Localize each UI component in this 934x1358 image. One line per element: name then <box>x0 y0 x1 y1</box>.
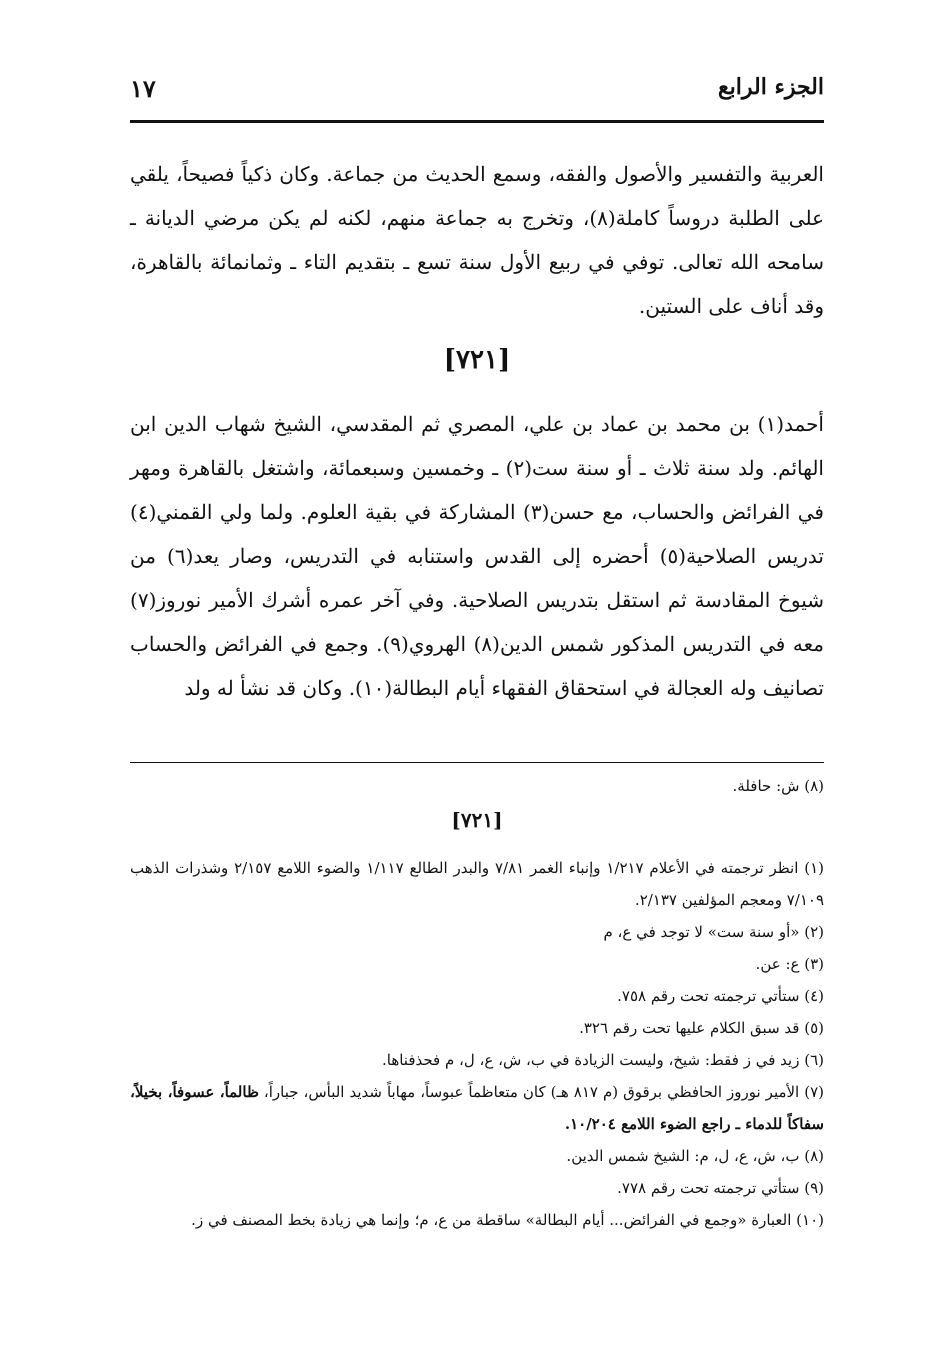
footnote: (٩) ستأتي ترجمته تحت رقم ٧٧٨. <box>617 1179 824 1197</box>
footnote-7 <box>130 1076 824 1140</box>
page-number: ١٧ <box>130 74 156 103</box>
footnote: (٢) «أو سنة ست» لا توجد في ع، م <box>603 923 824 941</box>
footnotes-entry-number: [٧٢١] <box>451 808 503 832</box>
header-rule <box>130 120 824 123</box>
footnote: (٤) ستأتي ترجمته تحت رقم ٧٥٨. <box>617 987 824 1005</box>
footnote-7-plain: (٧) الأمير نوروز الحافظي برقوق (م ٨١٧ هـ) كان متعاظماً عبوساً، مهاباً شديد البأس، جباراً، <box>258 1083 824 1101</box>
continuation-text: العربية والتفسير والأصول والفقه، وسمع الحديث من جماعة. وكان ذكياً فصيحاً، يلقي على الطلبة دروساً كاملة(٨)، وتخرج به جماعة منهم، لكنه لم يكن مرضي الديانة ـ سامحه الله تعالى. توفي في ربيع الأول سنة تسع ـ بتقديم التاء ـ وثمانمائة بالقاهرة، وقد أناف على الستين. <box>130 162 825 318</box>
footnote: (٥) قد سبق الكلام عليها تحت رقم ٣٢٦. <box>579 1019 824 1037</box>
footnote: (٨) ش: حافلة. <box>732 777 824 795</box>
footnote: (٨) ب، ش، ع، ل، م: الشيخ شمس الدين. <box>566 1147 824 1165</box>
footnote: (١) انظر ترجمته في الأعلام ١/٢١٧ وإنباء الغمر ٧/٨١ والبدر الطالع ١/١١٧ والضوء اللامع ٢/١٥٧ وشذرات الذهب ٧/١٠٩ ومعجم المؤلفين ٢/١٣٧. <box>130 859 824 909</box>
footnotes-list <box>130 852 824 1236</box>
footnotes-rule <box>130 762 824 763</box>
footnotes-previous-entry <box>130 770 824 802</box>
footnote: (٣) ع: عن. <box>755 955 824 973</box>
entry-number: [٧٢١] <box>443 345 511 375</box>
footnote: (٦) زيد في ز فقط: شيخ، وليست الزيادة في ب، ش، ع، ل، م فحذفناها. <box>381 1051 824 1069</box>
page-header <box>130 70 824 110</box>
biography-paragraph <box>130 402 824 710</box>
running-title: الجزء الرابع <box>717 74 824 100</box>
continuation-paragraph <box>130 152 824 328</box>
biography-text: أحمد(١) بن محمد بن عماد بن علي، المصري ثم المقدسي، الشيخ شهاب الدين ابن الهائم. ولد سنة ثلاث ـ أو سنة ست(٢) ـ وخمسين وسبعمائة، واشتغل بالقاهرة ومهر في الفرائض والحساب، مع حسن(٣) المشاركة في بقية العلوم. ولما ولي القمني(٤) تدريس الصلاحية(٥) أحضره إلى القدس واستنابه في التدريس، وصار يعد(٦) من شيوخ المقادسة ثم استقل بتدريس الصلاحية. وفي آخر عمره أشرك الأمير نوروز(٧) معه في التدريس المذكور شمس الدين(٨) الهروي(٩). وجمع في الفرائض والحساب تصانيف وله العجالة في استحقاق الفقهاء أيام البطالة(١٠). وكان قد نشأ له ولد <box>130 412 824 700</box>
footnote: (١٠) العبارة «وجمع في الفرائض... أيام البطالة» ساقطة من ع، م؛ وإنما هي زيادة بخط المصنف في ز. <box>191 1211 824 1229</box>
footnote-7-bold: ظالماً، عسوفاً، بخيلاً، سفاكاً للدماء ـ راجع الضوء اللامع ١٠/٢٠٤. <box>130 1083 824 1133</box>
